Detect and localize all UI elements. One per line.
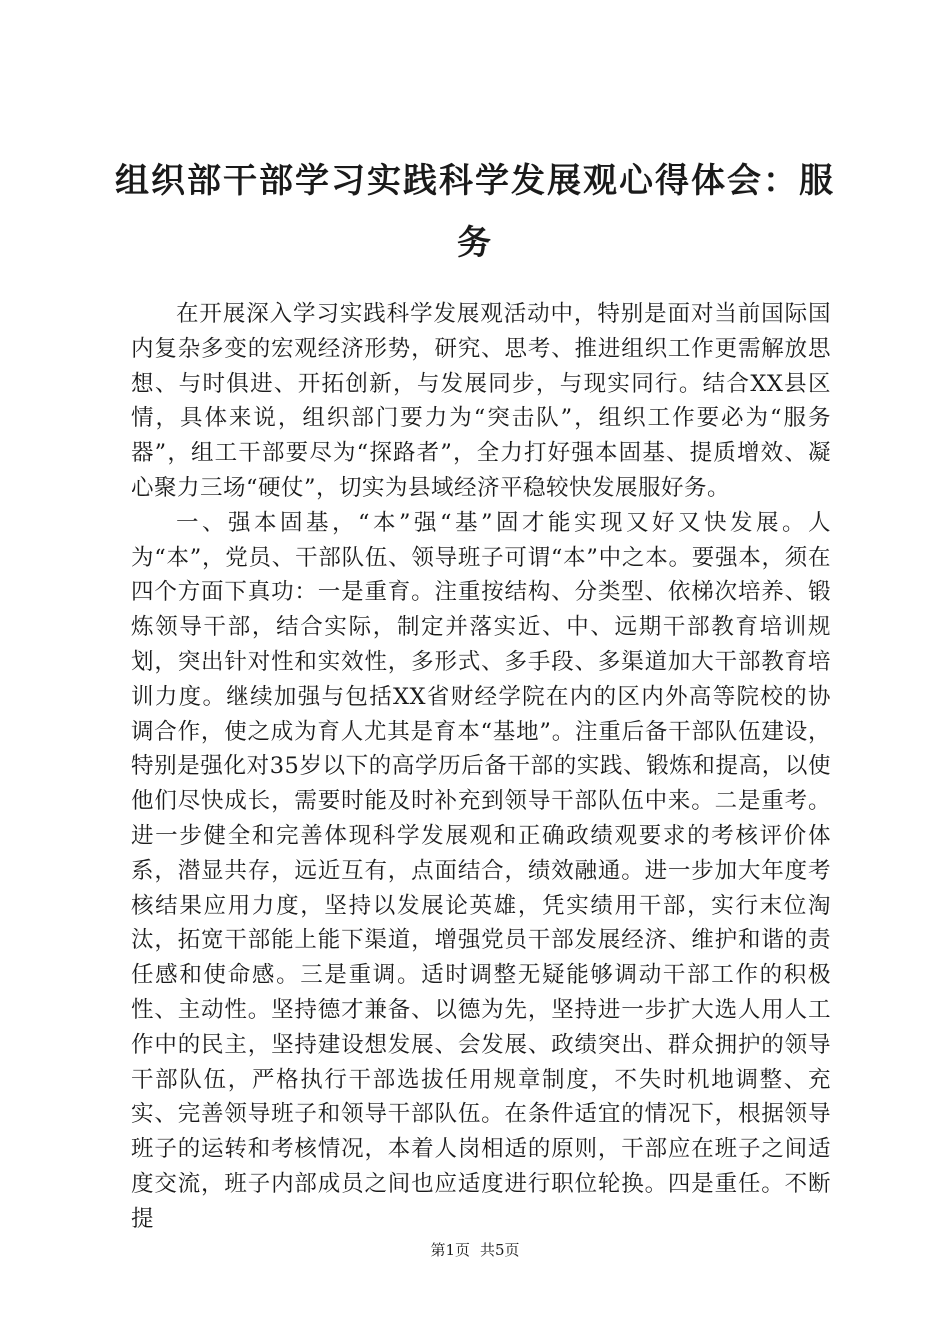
paragraph-section-one: 一、强本固基，“本”强“基”固才能实现又好又快发展。人为“本”，党员、干部队伍、领导班子可谓“本”中之本。要强本，须在四个方面下真功：一是重育。注重按结构、分类型、依梯次培养、锻炼领导干部，结合实际，制定并落实近、中、远期干部教育培训规划，突出针对性和实效性，多形式、多手段、多渠道加大干部教育培训力度。继续加强与包括XX省财经学院在内的区内外高等院校的协调合作，使之成为育人尤其是育本“基地”。注重后备干部队伍建设，特别是强化对35岁以下的高学历后备干部的实践、锻炼和提高，以使他们尽快成长，需要时能及时补充到领导干部队伍中来。二是重考。进一步健全和完善体现科学发展观和正确政绩观要求的考核评价体系，潜显共存，远近互有，点面结合，绩效融通。进一步加大年度考核结果应用力度，坚持以发展论英雄，凭实绩用干部，实行末位淘汰，拓宽干部能上能下渠道，增强党员干部发展经济、维护和谐的责任感和使命感。三是重调。适时调整无疑能够调动干部工作的积极性、主动性。坚持德才兼备、以德为先，坚持进一步扩大选人用人工作中的民主，坚持建设想发展、会发展、政绩突出、群众拥护的领导干部队伍，严格执行干部选拔任用规章制度，不失时机地调整、充实、完善领导班子和领导干部队伍。在条件适宜的情况下，根据领导班子的运转和考核情况，本着人岗相适的原则，干部应在班子之间适度交流，班子内部成员之间也应适度进行职位轮换。四是重任。不断提 [131,509,831,1232]
paragraph-intro: 在开展深入学习实践科学发展观活动中，特别是面对当前国际国内复杂多变的宏观经济形势，研究、思考、推进组织工作更需解放思想、与时俱进、开拓创新，与发展同步，与现实同行。结合XX县区情，具体来说，组织部门要力为“突击队”，组织工作要必为“服务器”，组工干部要尽为“探路者”，全力打好强本固基、提质增效、凝心聚力三场“硬仗”，切实为县域经济平稳较快发展服好务。 [131,301,831,501]
document-title: 组织部干部学习实践科学发展观心得体会：服务 [115,161,835,263]
document-body [131,297,831,1237]
page-footer [0,1240,950,1260]
page-number: 第1页 [430,1241,470,1259]
page-total: 共5页 [480,1241,520,1259]
